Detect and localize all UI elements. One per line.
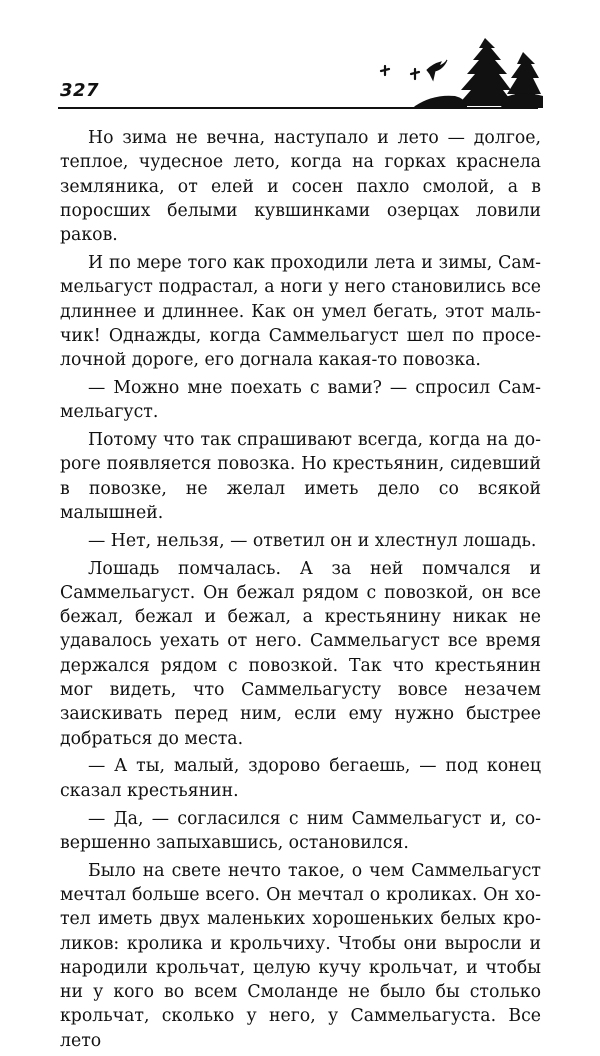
forest-birds-ornament-icon bbox=[375, 38, 545, 110]
paragraph: Потому что так спрашивают всегда, когда на дороге появляется повозка. Но крестьянин, сидевший в повозке, не желал иметь дело со всякой малышней. bbox=[60, 430, 541, 523]
page-number: 327 bbox=[60, 80, 100, 101]
paragraph: — Да, — согласился с ним Саммельагуст и, совершенно запыхавшись, остановился. bbox=[60, 808, 541, 853]
paragraph: И по мере того как проходили лета и зимы, Саммельагуст подрастал, а ноги у него становились все длиннее и длиннее. Как он умел бегать, этот мальчик! Однажды, когда Саммельагуст шел по проселочной дороге, его догнала какая-то повозка. bbox=[60, 252, 541, 371]
body-text bbox=[60, 126, 541, 1056]
paragraph: Было на свете нечто такое, о чем Саммельагуст мечтал больше всего. Он мечтал о кроликах. Он хотел иметь двух маленьких хорошеньких белых кроликов: кролика и крольчиху. Чтобы они выросли и народили крольчат, целую кучу крольчат, и чтобы ни у кого во всем Смоланде не было бы столько крольчат, сколько у него, у Саммельагуста. Все лето bbox=[60, 860, 541, 1051]
paragraph: Но зима не вечна, наступало и лето — долгое, теплое, чудесное лето, когда на горках краснела земляника, от елей и сосен пахло смолой, а в поросших белыми кувшинками озерцах ловили раков. bbox=[60, 128, 541, 246]
paragraph: — А ты, малый, здорово бегаешь, — под конец сказал крестьянин. bbox=[60, 756, 541, 801]
paragraph: Лошадь помчалась. А за ней помчался и Саммельагуст. Он бежал рядом с повозкой, он все бежал, бежал и бежал, а крестьянину никак не удавалось уехать от него. Саммельагуст все время держался рядом с повозкой. Так что крестьянин мог видеть, что Саммельагусту вовсе незачем заискивать перед ним, если ему нужно быстрее добраться до места. bbox=[60, 558, 541, 749]
paragraph: — Можно мне поехать с вами? — спросил Саммельагуст. bbox=[60, 377, 541, 423]
paragraph: — Нет, нельзя, — ответил он и хлестнул лошадь. bbox=[88, 530, 537, 551]
header-rule bbox=[58, 107, 538, 109]
